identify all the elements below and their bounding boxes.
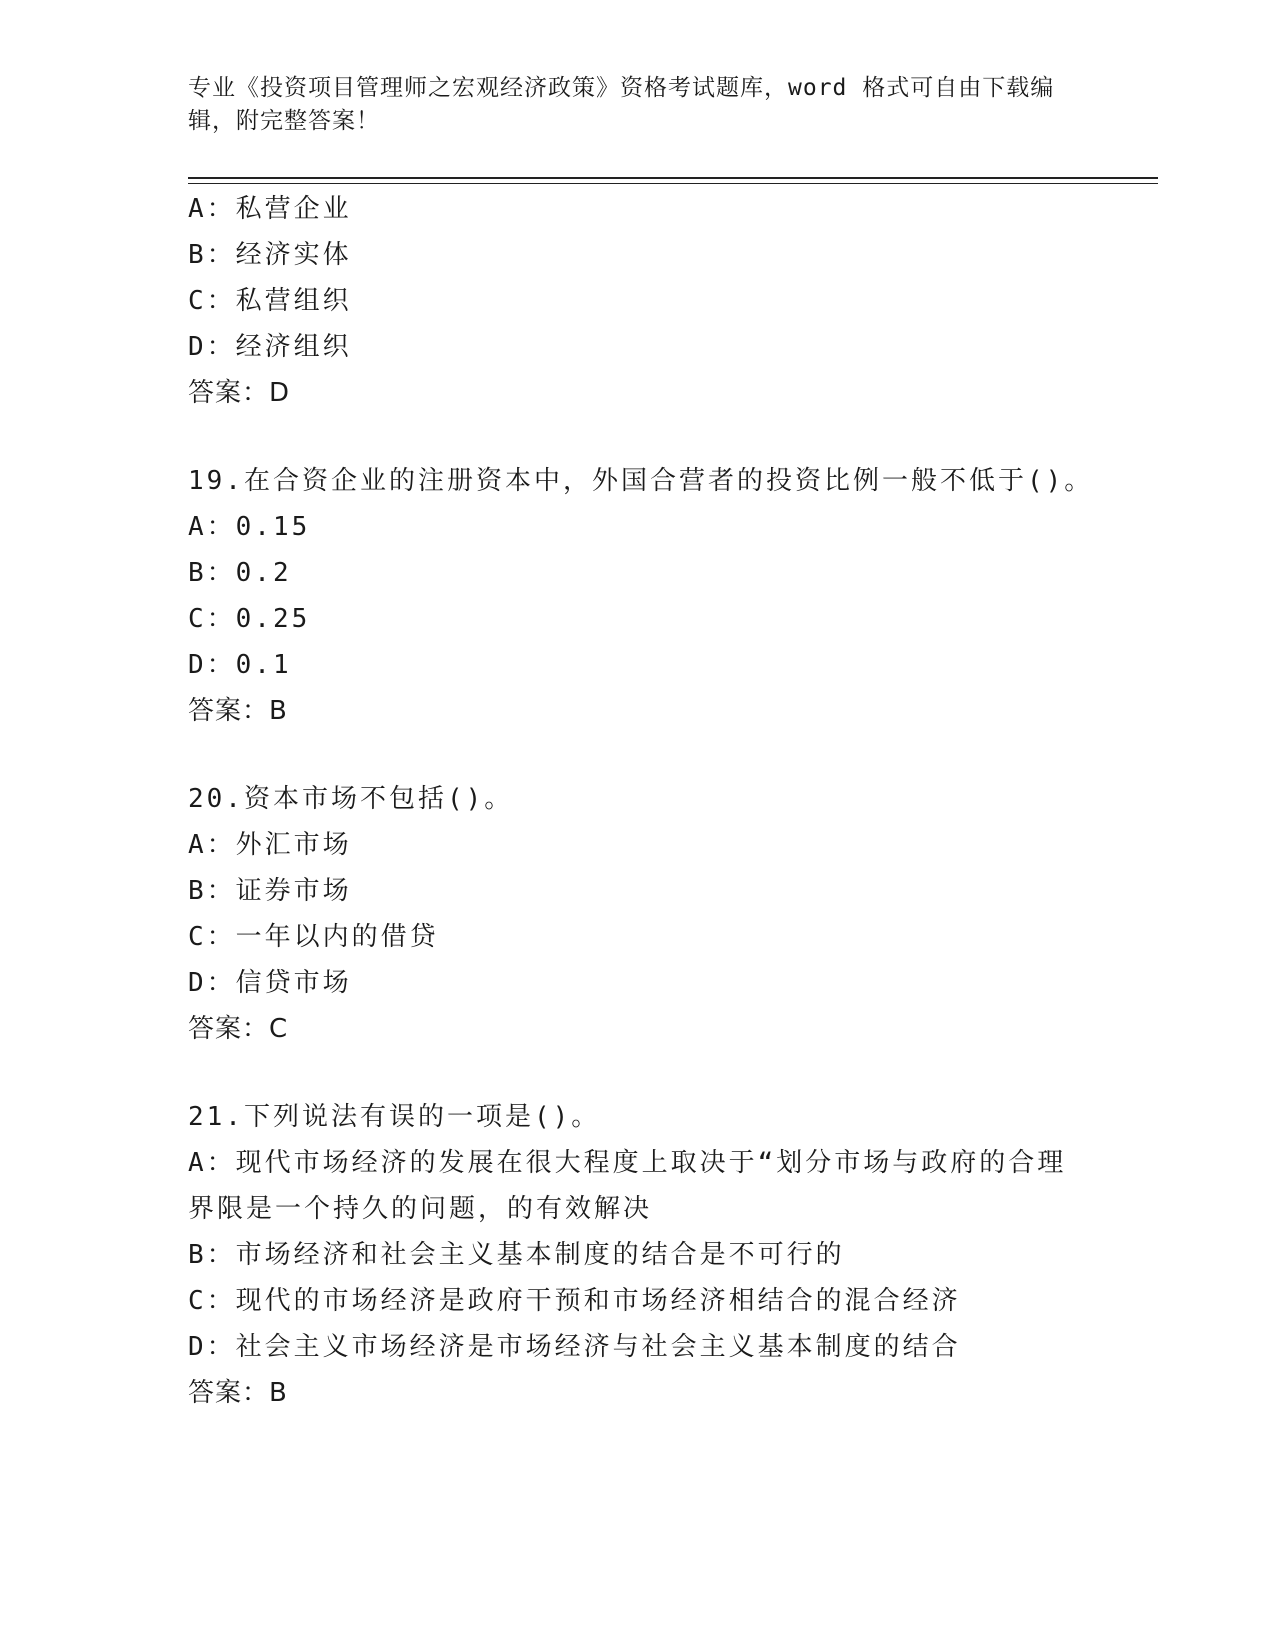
option-c: C：0.25 (188, 604, 311, 634)
header-divider-top (188, 177, 1158, 179)
option-d: D：社会主义市场经济是市场经济与社会主义基本制度的结合 (188, 1332, 961, 1362)
option-d: D：经济组织 (188, 332, 352, 362)
option-b: B：证券市场 (188, 876, 352, 906)
option-b: B：0.2 (188, 558, 292, 588)
document-header: 专业《投资项目管理师之宏观经济政策》资格考试题库，word 格式可自由下载编辑，附完整答案！ (188, 75, 1055, 134)
answer: 答案：B (188, 696, 288, 726)
spacer (188, 1052, 1088, 1094)
option-b: B：市场经济和社会主义基本制度的结合是不可行的 (188, 1240, 845, 1270)
question-title: 19.在合资企业的注册资本中，外国合营者的投资比例一般不低于()。 (188, 466, 1094, 496)
option-c: C：私营组织 (188, 286, 352, 316)
option-a: A：现代市场经济的发展在很大程度上取决于“划分市场与政府的合理界限是一个持久的问题，的有效解决 (188, 1148, 1067, 1224)
question-list (188, 186, 1094, 1416)
question-block-21 (188, 1094, 1088, 1416)
option-a: A：私营企业 (188, 194, 352, 224)
option-a: A：外汇市场 (188, 830, 352, 860)
question-block-19 (188, 458, 1094, 734)
question-block-18 (188, 186, 1088, 416)
option-d: D：信贷市场 (188, 968, 352, 998)
option-c: C：一年以内的借贷 (188, 922, 439, 952)
option-a: A：0.15 (188, 512, 311, 542)
option-c: C：现代的市场经济是政府干预和市场经济相结合的混合经济 (188, 1286, 961, 1316)
question-title: 20.资本市场不包括()。 (188, 784, 514, 814)
spacer (188, 416, 1088, 458)
header-divider-bottom (188, 183, 1158, 184)
spacer (188, 734, 1088, 776)
option-b: B：经济实体 (188, 240, 352, 270)
answer: 答案：D (188, 378, 291, 408)
question-title: 21.下列说法有误的一项是()。 (188, 1102, 601, 1132)
option-d: D：0.1 (188, 650, 292, 680)
answer: 答案：C (188, 1014, 289, 1044)
question-block-20 (188, 776, 1088, 1052)
answer: 答案：B (188, 1378, 288, 1408)
